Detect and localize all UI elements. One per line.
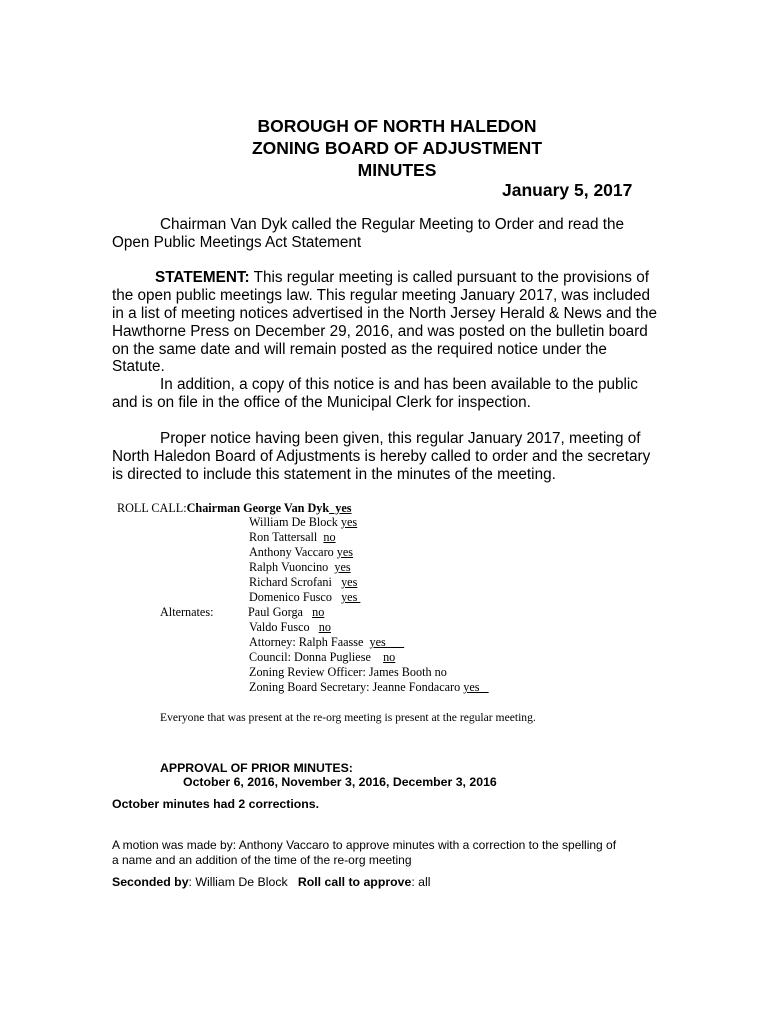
roll-call-header xyxy=(117,501,352,516)
member-vote: yes xyxy=(340,515,358,529)
roll-call-member: Anthony Vaccaro yes xyxy=(249,545,354,559)
chairman-vote: yes xyxy=(329,501,352,515)
approval-heading: APPROVAL OF PRIOR MINUTES: xyxy=(160,761,353,775)
secretary-vote: yes_ xyxy=(463,680,489,694)
statement-line-2: the open public meetings law. This regular meeting January 2017, was included xyxy=(112,287,650,304)
statement-addition-2: and is on file in the office of the Municipal Clerk for inspection. xyxy=(112,394,531,411)
alternate-member: Valdo Fusco no xyxy=(249,620,331,634)
approval-dates: October 6, 2016, November 3, 2016, December 3, 2016 xyxy=(183,775,497,789)
roll-call-member: Domenico Fusco yes xyxy=(249,590,361,604)
board-title: ZONING BOARD OF ADJUSTMENT xyxy=(251,138,543,158)
intro-line-1: Chairman Van Dyk called the Regular Meeting to Order and read the xyxy=(160,216,624,233)
rollcall-label: Roll call to approve xyxy=(297,875,412,889)
roll-call-member: Ralph Vuoncino yes xyxy=(249,560,351,574)
statement-line-6: Statute. xyxy=(112,358,165,375)
alternate-vote: no xyxy=(312,605,325,619)
minutes-title: MINUTES xyxy=(357,160,437,180)
notice-line-1: Proper notice having been given, this regular January 2017, meeting of xyxy=(160,430,641,447)
attendance-note: Everyone that was present at the re-org meeting is present at the regular meeting. xyxy=(160,711,536,724)
statement-first-line xyxy=(155,269,649,287)
member-vote: yes xyxy=(341,575,358,589)
roll-call-member: William De Block yes xyxy=(249,515,358,529)
rollcall-value: : all xyxy=(411,875,431,889)
corrections-note: October minutes had 2 corrections. xyxy=(112,797,320,811)
council-vote: no xyxy=(383,650,396,664)
statement-line-3: in a list of meeting notices advertised in the North Jersey Herald & News and the xyxy=(112,305,658,322)
meeting-date: January 5, 2017 xyxy=(502,180,633,200)
attorney-line: Attorney: Ralph Faasse yes___ xyxy=(249,635,405,649)
council-line: Council: Donna Pugliese no xyxy=(249,650,396,664)
motion-line-1: A motion was made by: Anthony Vaccaro to approve minutes with a correction to the spelling of xyxy=(112,838,617,852)
zoning-officer-line: Zoning Review Officer: James Booth no xyxy=(249,665,447,679)
roll-call-member: Richard Scrofani yes xyxy=(249,575,358,589)
roll-call-label: ROLL CALL: xyxy=(117,501,187,515)
alternate-member: Paul Gorga no xyxy=(248,605,325,619)
seconded-line xyxy=(112,875,430,889)
statement-line-5: on the same date and will remain posted as the required notice under the xyxy=(112,341,607,358)
alternate-vote: no xyxy=(318,620,331,634)
secretary-line: Zoning Board Secretary: Jeanne Fondacaro yes_ xyxy=(249,680,489,694)
borough-title: BOROUGH OF NORTH HALEDON xyxy=(257,116,537,136)
intro-line-2: Open Public Meetings Act Statement xyxy=(112,234,362,251)
statement-first-text: This regular meeting is called pursuant to the provisions of xyxy=(253,269,649,286)
member-vote: no xyxy=(323,530,336,544)
statement-line-4: Hawthorne Press on December 29, 2016, and was posted on the bulletin board xyxy=(112,323,648,340)
alternates-label: Alternates: xyxy=(160,605,214,619)
notice-line-3: is directed to include this statement in the minutes of the meeting. xyxy=(112,466,556,483)
statement-label: STATEMENT: xyxy=(155,269,250,286)
member-vote: yes xyxy=(336,545,354,559)
chairman-name: Chairman George Van Dyk xyxy=(186,501,330,515)
motion-line-2: a name and an addition of the time of the re-org meeting xyxy=(112,853,412,867)
member-vote: yes xyxy=(334,560,351,574)
seconded-value: : William De Block xyxy=(188,875,298,889)
statement-addition-1: In addition, a copy of this notice is and has been available to the public xyxy=(160,376,638,393)
roll-call-member: Ron Tattersall no xyxy=(249,530,336,544)
notice-line-2: North Haledon Board of Adjustments is hereby called to order and the secretary xyxy=(112,448,651,465)
member-vote: yes xyxy=(341,590,361,604)
seconded-label: Seconded by xyxy=(112,875,189,889)
attorney-vote: yes___ xyxy=(369,635,405,649)
